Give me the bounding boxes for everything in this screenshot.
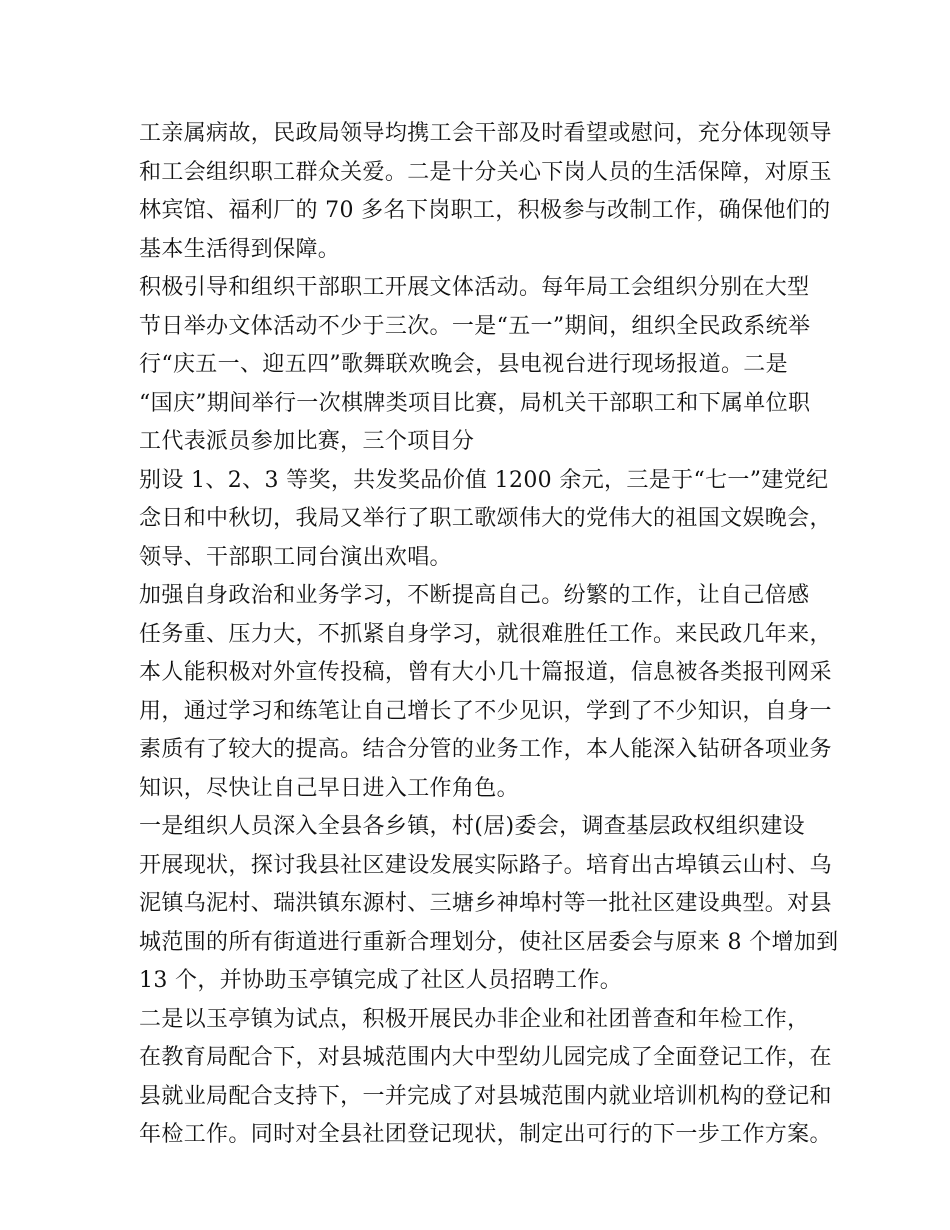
text-line: 一是组织人员深入全县各乡镇，村(居)委会，调查基层政权组织建设 xyxy=(139,814,806,839)
text-line: 素质有了较大的提高。结合分管的业务工作，本人能深入钻研各项业务 xyxy=(139,737,832,762)
text-line: 在教育局配合下，对县城范围内大中型幼儿园完成了全面登记工作，在 xyxy=(139,1045,832,1070)
text-line: 年检工作。同时对全县社团登记现状，制定出可行的下一步工作方案。 xyxy=(139,1122,832,1147)
text-line: 行“庆五一、迎五四”歌舞联欢晚会，县电视台进行现场报道。二是 xyxy=(139,352,788,377)
text-line: 城范围的所有街道进行重新合理划分，使社区居委会与原来 8 个增加到 xyxy=(139,929,839,955)
text-line: 别设 1、2、3 等奖，共发奖品价值 1200 余元，三是于“七一”建党纪 xyxy=(139,467,829,493)
text-line: 林宾馆、福利厂的 70 多名下岗职工，积极参与改制工作，确保他们的 xyxy=(139,198,831,223)
text-line: 积极引导和组织干部职工开展文体活动。每年局工会组织分别在大型 xyxy=(139,275,810,300)
text-line: 用，通过学习和练笔让自己增长了不少见识，学到了不少知识，自身一 xyxy=(139,698,832,724)
text-line: 念日和中秋切，我局又举行了职工歌颂伟大的党伟大的祖国文娱晚会， xyxy=(139,506,832,531)
text-line: 加强自身政治和业务学习，不断提高自己。纷繁的工作，让自己倍感 xyxy=(139,583,810,608)
text-line: 本人能积极对外宣传投稿，曾有大小几十篇报道，信息被各类报刊网采 xyxy=(139,660,832,685)
document-body xyxy=(139,115,839,1155)
text-line: “国庆”期间举行一次棋牌类项目比赛，局机关干部职工和下属单位职 xyxy=(139,390,811,416)
text-line: 任务重、压力大，不抓紧自身学习，就很难胜任工作。来民政几年来， xyxy=(139,621,832,647)
text-line: 13 个，并协助玉亭镇完成了社区人员招聘工作。 xyxy=(139,968,623,993)
text-line: 知识，尽快让自己早日进入工作角色。 xyxy=(139,775,519,801)
text-line: 开展现状，探讨我县社区建设发展实际路子。培育出古埠镇云山村、乌 xyxy=(139,852,832,878)
text-line: 工亲属病故，民政局领导均携工会干部及时看望或慰问，充分体现领导 xyxy=(139,121,832,146)
text-line: 县就业局配合支持下，一并完成了对县城范围内就业培训机构的登记和 xyxy=(139,1083,832,1109)
text-line: 和工会组织职工群众关爱。二是十分关心下岗人员的生活保障，对原玉 xyxy=(139,159,832,185)
text-line: 基本生活得到保障。 xyxy=(139,236,341,262)
text-line: 泥镇乌泥村、瑞洪镇东源村、三塘乡神埠村等一批社区建设典型。对县 xyxy=(139,891,832,916)
text-line: 工代表派员参加比赛，三个项目分 xyxy=(139,429,475,454)
text-line: 二是以玉亭镇为试点，积极开展民办非企业和社团普查和年检工作， xyxy=(139,1006,810,1032)
text-line: 节日举办文体活动不少于三次。一是“五一”期间，组织全民政系统举 xyxy=(139,313,811,339)
text-line: 领导、干部职工同台演出欢唱。 xyxy=(139,544,452,570)
